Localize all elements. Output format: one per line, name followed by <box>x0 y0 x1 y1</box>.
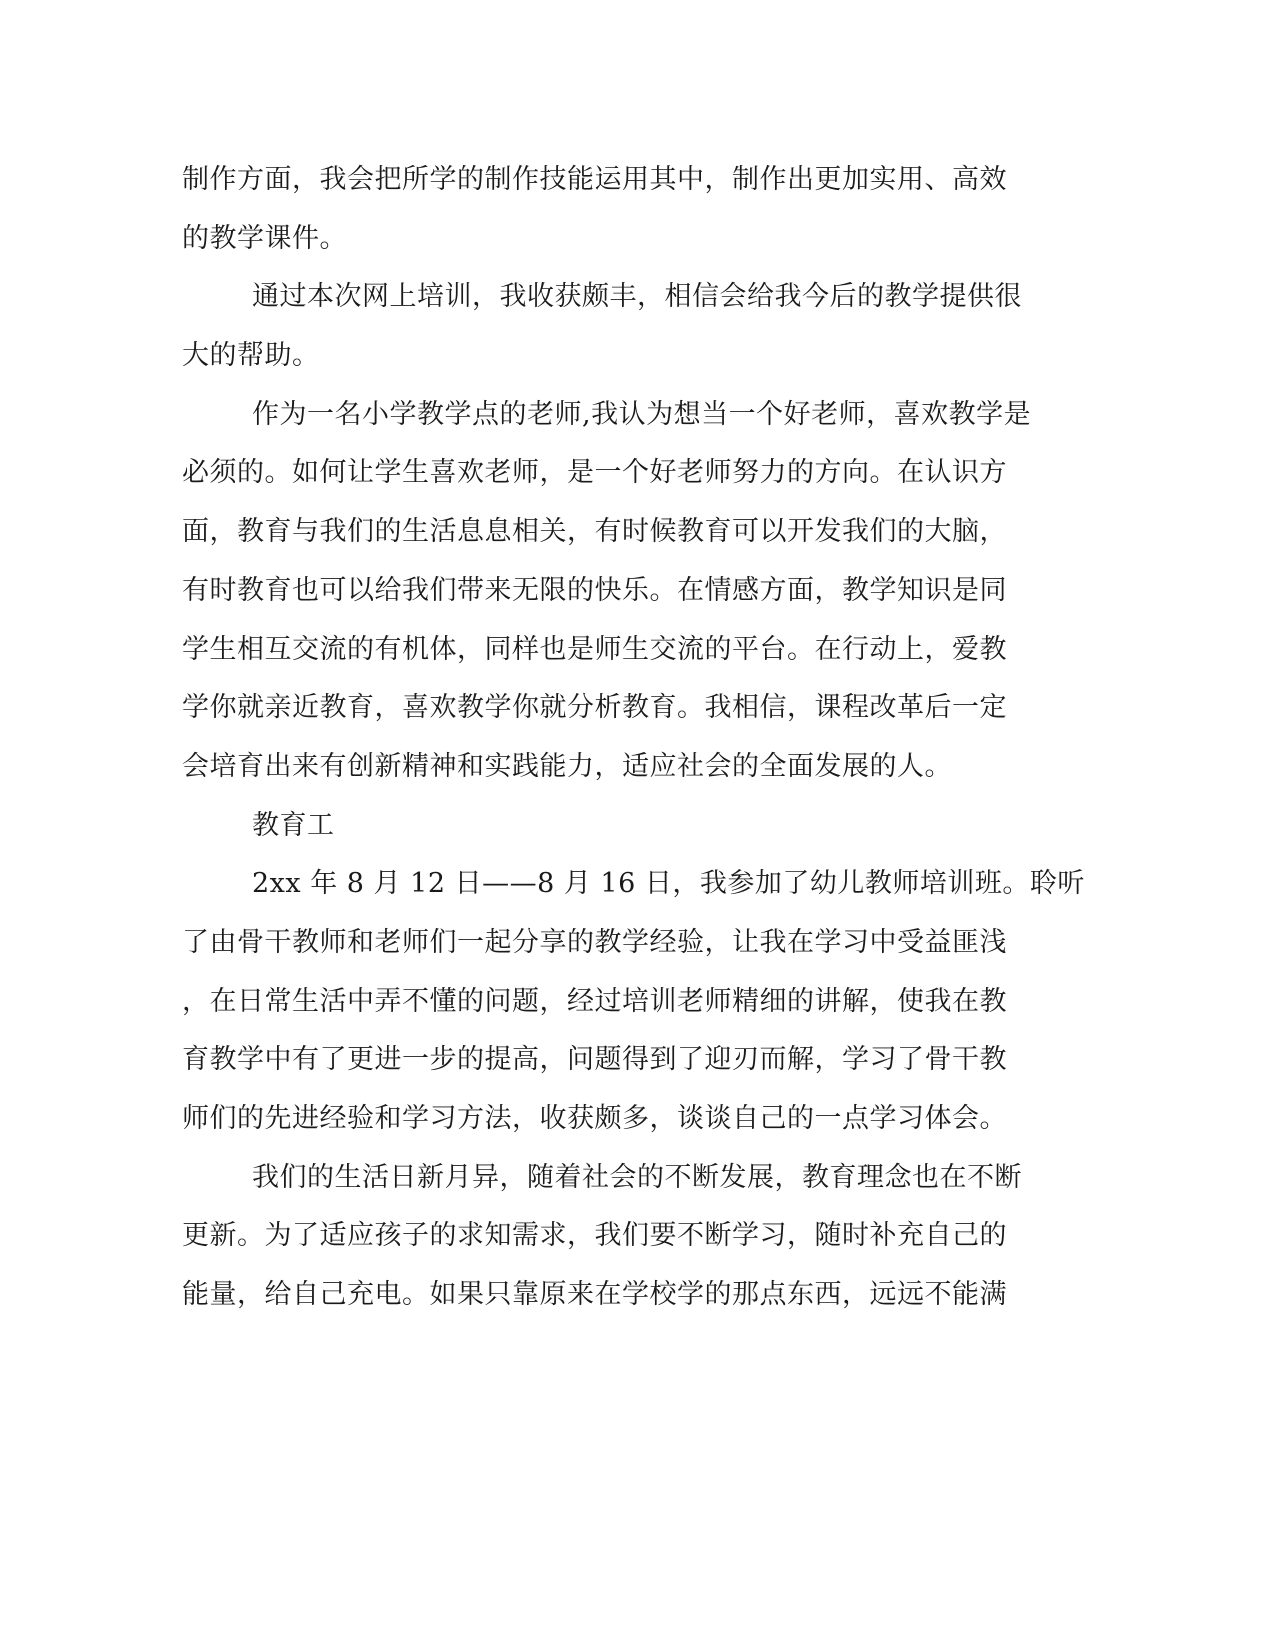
text-line: 会培育出来有创新精神和实践能力，适应社会的全面发展的人。 <box>182 751 952 782</box>
text-line: 学你就亲近教育，喜欢教学你就分析教育。我相信，课程改革后一定 <box>182 692 1007 723</box>
text-line: 制作方面，我会把所学的制作技能运用其中，制作出更加实用、高效 <box>182 164 1007 195</box>
text-line: 有时教育也可以给我们带来无限的快乐。在情感方面，教学知识是同 <box>182 575 1007 606</box>
text-line: ，在日常生活中弄不懂的问题，经过培训老师精细的讲解，使我在教 <box>182 986 1007 1017</box>
paragraph-start-line: 2xx 年 8 月 12 日——8 月 16 日，我参加了幼儿教师培训班。聆听 <box>252 868 1085 899</box>
text-line: 师们的先进经验和学习方法，收获颇多，谈谈自己的一点学习体会。 <box>182 1103 1007 1134</box>
text-line: 学生相互交流的有机体，同样也是师生交流的平台。在行动上，爱教 <box>182 634 1007 665</box>
text-line: 大的帮助。 <box>182 340 320 371</box>
section-heading: 教育工 <box>252 810 335 841</box>
paragraph-start-line: 通过本次网上培训，我收获颇丰，相信会给我今后的教学提供很 <box>252 281 1022 312</box>
text-line: 更新。为了适应孩子的求知需求，我们要不断学习，随时补充自己的 <box>182 1220 1007 1251</box>
text-line: 了由骨干教师和老师们一起分享的教学经验，让我在学习中受益匪浅 <box>182 927 1007 958</box>
paragraph-start-line: 作为一名小学教学点的老师,我认为想当一个好老师，喜欢教学是 <box>252 399 1032 430</box>
text-line: 的教学课件。 <box>182 223 347 254</box>
text-line: 育教学中有了更进一步的提高，问题得到了迎刃而解，学习了骨干教 <box>182 1044 1007 1075</box>
text-line: 能量，给自己充电。如果只靠原来在学校学的那点东西，远远不能满 <box>182 1279 1007 1310</box>
paragraph-start-line: 我们的生活日新月异，随着社会的不断发展，教育理念也在不断 <box>252 1162 1022 1193</box>
text-line: 面，教育与我们的生活息息相关，有时候教育可以开发我们的大脑， <box>182 516 1007 547</box>
text-line: 必须的。如何让学生喜欢老师，是一个好老师努力的方向。在认识方 <box>182 457 1007 488</box>
